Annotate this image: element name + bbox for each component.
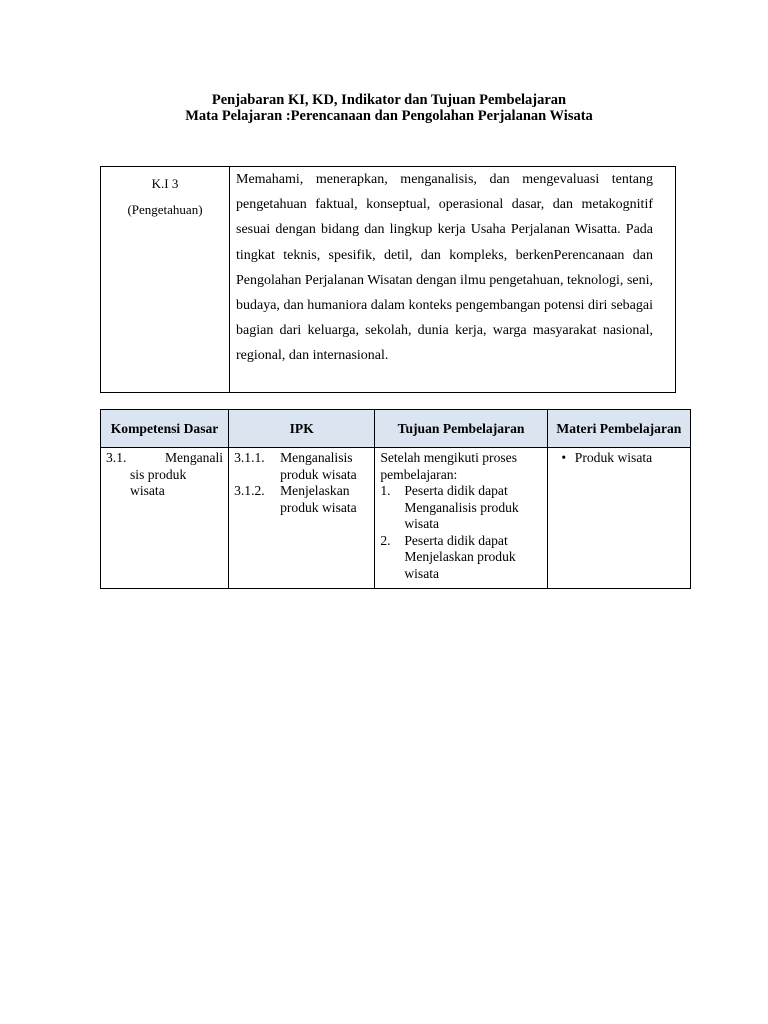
kd-text-rest: sis produk wisata — [130, 466, 187, 498]
bullet-icon: • — [561, 450, 567, 465]
materi-text: Produk wisata — [574, 450, 653, 465]
ipk-number: 3.1.1. — [234, 450, 265, 465]
kd-text-first: Menganali — [164, 450, 224, 465]
ipk-text: Menganalisis — [280, 450, 353, 465]
list-number: 2. — [380, 532, 391, 548]
ipk-text-rest: produk wisata — [280, 466, 357, 482]
materi-cell — [547, 448, 690, 589]
ki-table — [100, 166, 676, 393]
ipk-cell — [229, 448, 375, 589]
ipk-item — [234, 483, 369, 516]
header-ipk: IPK — [229, 410, 375, 448]
list-text: Peserta didik dapat Menjelaskan produk wisata — [404, 532, 516, 581]
ipk-text: Menjelaskan — [280, 483, 350, 498]
list-number: 1. — [380, 483, 391, 498]
document-title: Penjabaran KI, KD, Indikator dan Tujuan Pembelajaran — [211, 92, 567, 108]
kd-number: 3.1. — [106, 450, 127, 465]
ki-row — [101, 167, 676, 393]
list-item — [553, 450, 685, 467]
header-tujuan: Tujuan Pembelajaran — [375, 410, 547, 448]
kd-cell — [101, 448, 229, 589]
ki-category: (Pengetahuan) — [127, 202, 203, 217]
ki-description: Memahami, menerapkan, menganalisis, dan mengevaluasi tentang pengetahuan faktual, konseptual, operasional dasar, dan metakognitif sesuai dengan bidang dan lingkup kerja Usaha Perjalanan Wisatta. Pada tingkat teknis, spesifik, detil, dan kompleks, berkenPerencanaan dan Pengolahan Perjalanan Wisatan dengan ilmu pengetahuan, teknologi, seni, budaya, dan humaniora dalam konteks pengembangan potensi diri sebagai bagian dari keluarga, sekolah, dunia kerja, warga masyarakat nasional, regional, dan internasional. — [230, 167, 676, 393]
list-item — [380, 533, 541, 583]
ki-label-cell — [101, 167, 230, 393]
tujuan-intro: Setelah mengikuti proses pembelajaran: — [380, 450, 517, 482]
ipk-number: 3.1.2. — [234, 483, 265, 498]
tujuan-cell — [375, 448, 547, 589]
ki-code: K.I 3 — [151, 176, 179, 191]
document-subtitle: Mata Pelajaran :Perencanaan dan Pengolahan Perjalanan Wisata — [185, 108, 593, 124]
header-kompetensi-dasar: Kompetensi Dasar — [101, 410, 229, 448]
kd-table-header — [101, 410, 691, 448]
header-materi: Materi Pembelajaran — [547, 410, 690, 448]
ipk-text-rest: produk wisata — [280, 499, 357, 515]
ipk-item — [234, 450, 369, 483]
list-item — [380, 483, 541, 533]
list-text: Peserta didik dapat Menganalisis produk wisata — [404, 483, 519, 531]
table-row — [101, 448, 691, 589]
kd-table — [100, 409, 691, 589]
